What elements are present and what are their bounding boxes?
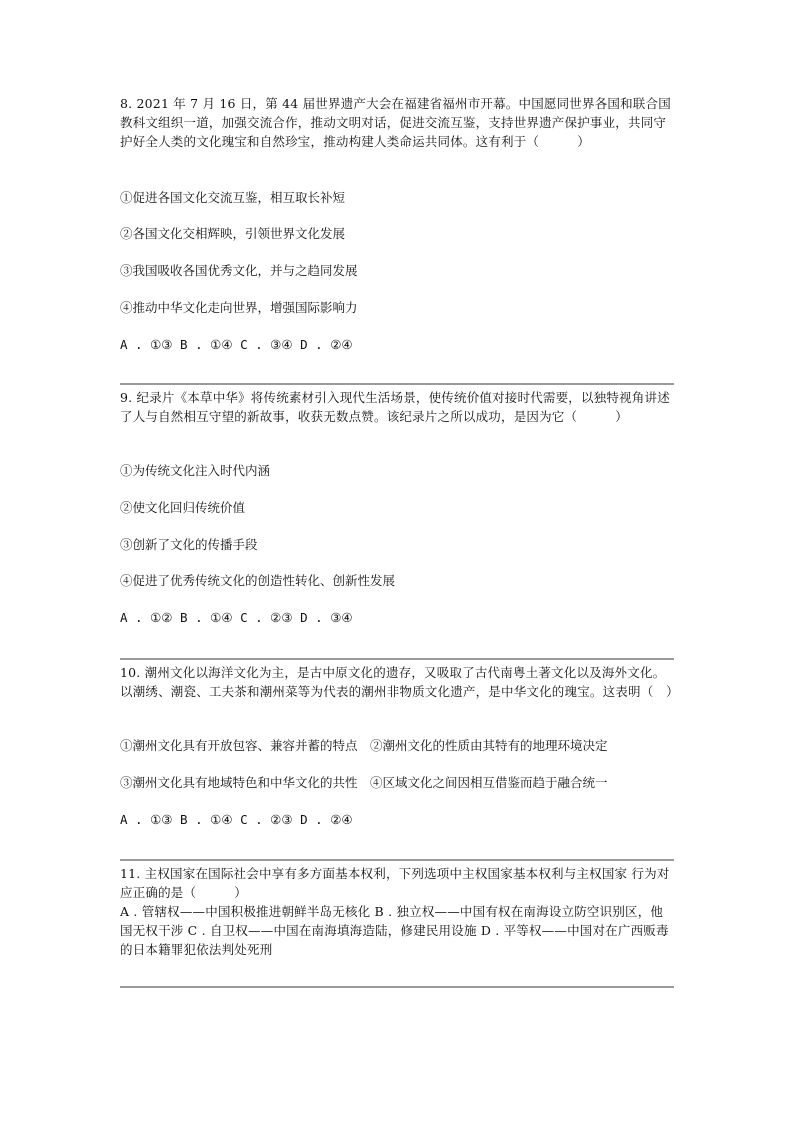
option-1: ①促进各国文化交流互鉴，相互取长补短: [120, 190, 346, 205]
option-row-1: ①潮州文化具有开放包容、兼容并蓄的特点 ②潮州文化的性质由其特有的地理环境决定: [120, 738, 608, 753]
question-9: [120, 388, 674, 426]
question-10: [120, 663, 679, 701]
option-1: ①为传统文化注入时代内涵: [120, 463, 271, 478]
question-stem: 10. 潮州文化以海洋文化为主，是古中原文化的遗存，又吸取了古代南粤土著文化以及海外文化。以潮绣、潮瓷、工夫茶和潮州菜等为代表的潮州非物质文化遗产，是中华文化的瑰宝。这表明（ ）: [120, 665, 679, 699]
option-4: ④推动中华文化走向世界，增强国际影响力: [120, 300, 358, 315]
divider: [120, 859, 674, 861]
option-row-2: ③潮州文化具有地域特色和中华文化的共性 ④区域文化之间因相互借鉴而趋于融合统一: [120, 775, 608, 790]
question-stem: 9. 纪录片《本草中华》将传统素材引入现代生活场景，使传统价值对接时代需要，以独特视角讲述了人与自然相互守望的新故事，收获无数点赞。该纪录片之所以成功，是因为它（ ）: [120, 390, 670, 424]
question-11: [120, 864, 674, 959]
divider: [120, 383, 674, 385]
answer-choices: A . ①② B . ①④ C . ②③ D . ③④: [120, 610, 353, 625]
option-4: ④促进了优秀传统文化的创造性转化、创新性发展: [120, 573, 396, 588]
answer-choices: A . ①③ B . ①④ C . ②③ D . ②④: [120, 812, 353, 827]
divider: [120, 658, 674, 660]
question-8: [120, 94, 674, 151]
option-2: ②使文化回归传统价值: [120, 500, 246, 515]
option-3: ③创新了文化的传播手段: [120, 537, 258, 552]
question-stem: 11. 主权国家在国际社会中享有多方面基本权利，下列选项中主权国家基本权利与主权国家 行为对应正确的是（ ）: [120, 866, 670, 900]
answer-choices: A . ①③ B . ①④ C . ③④ D . ②④: [120, 337, 353, 352]
option-2: ②各国文化交相辉映，引领世界文化发展: [120, 226, 346, 241]
divider: [120, 986, 674, 988]
question-options-body: A . 管辖权——中国积极推进朝鲜半岛无核化 B . 独立权——中国有权在南海设立防空识别区，他国无权干涉 C . 自卫权——中国在南海填海造陆，修建民用设施 D . 平等权——中国对在广西贩毒的日本籍罪犯依法判处死刑: [120, 904, 669, 957]
question-stem: 8. 2021 年 7 月 16 日，第 44 届世界遗产大会在福建省福州市开幕。中国愿同世界各国和联合国教科文组织一道，加强交流合作，推动文明对话，促进交流互鉴，支持世界遗产保护事业，共同守护好全人类的文化瑰宝和自然珍宝，推动构建人类命运共同体。这有利于（ ）: [120, 96, 671, 149]
option-3: ③我国吸收各国优秀文化，并与之趋同发展: [120, 263, 358, 278]
